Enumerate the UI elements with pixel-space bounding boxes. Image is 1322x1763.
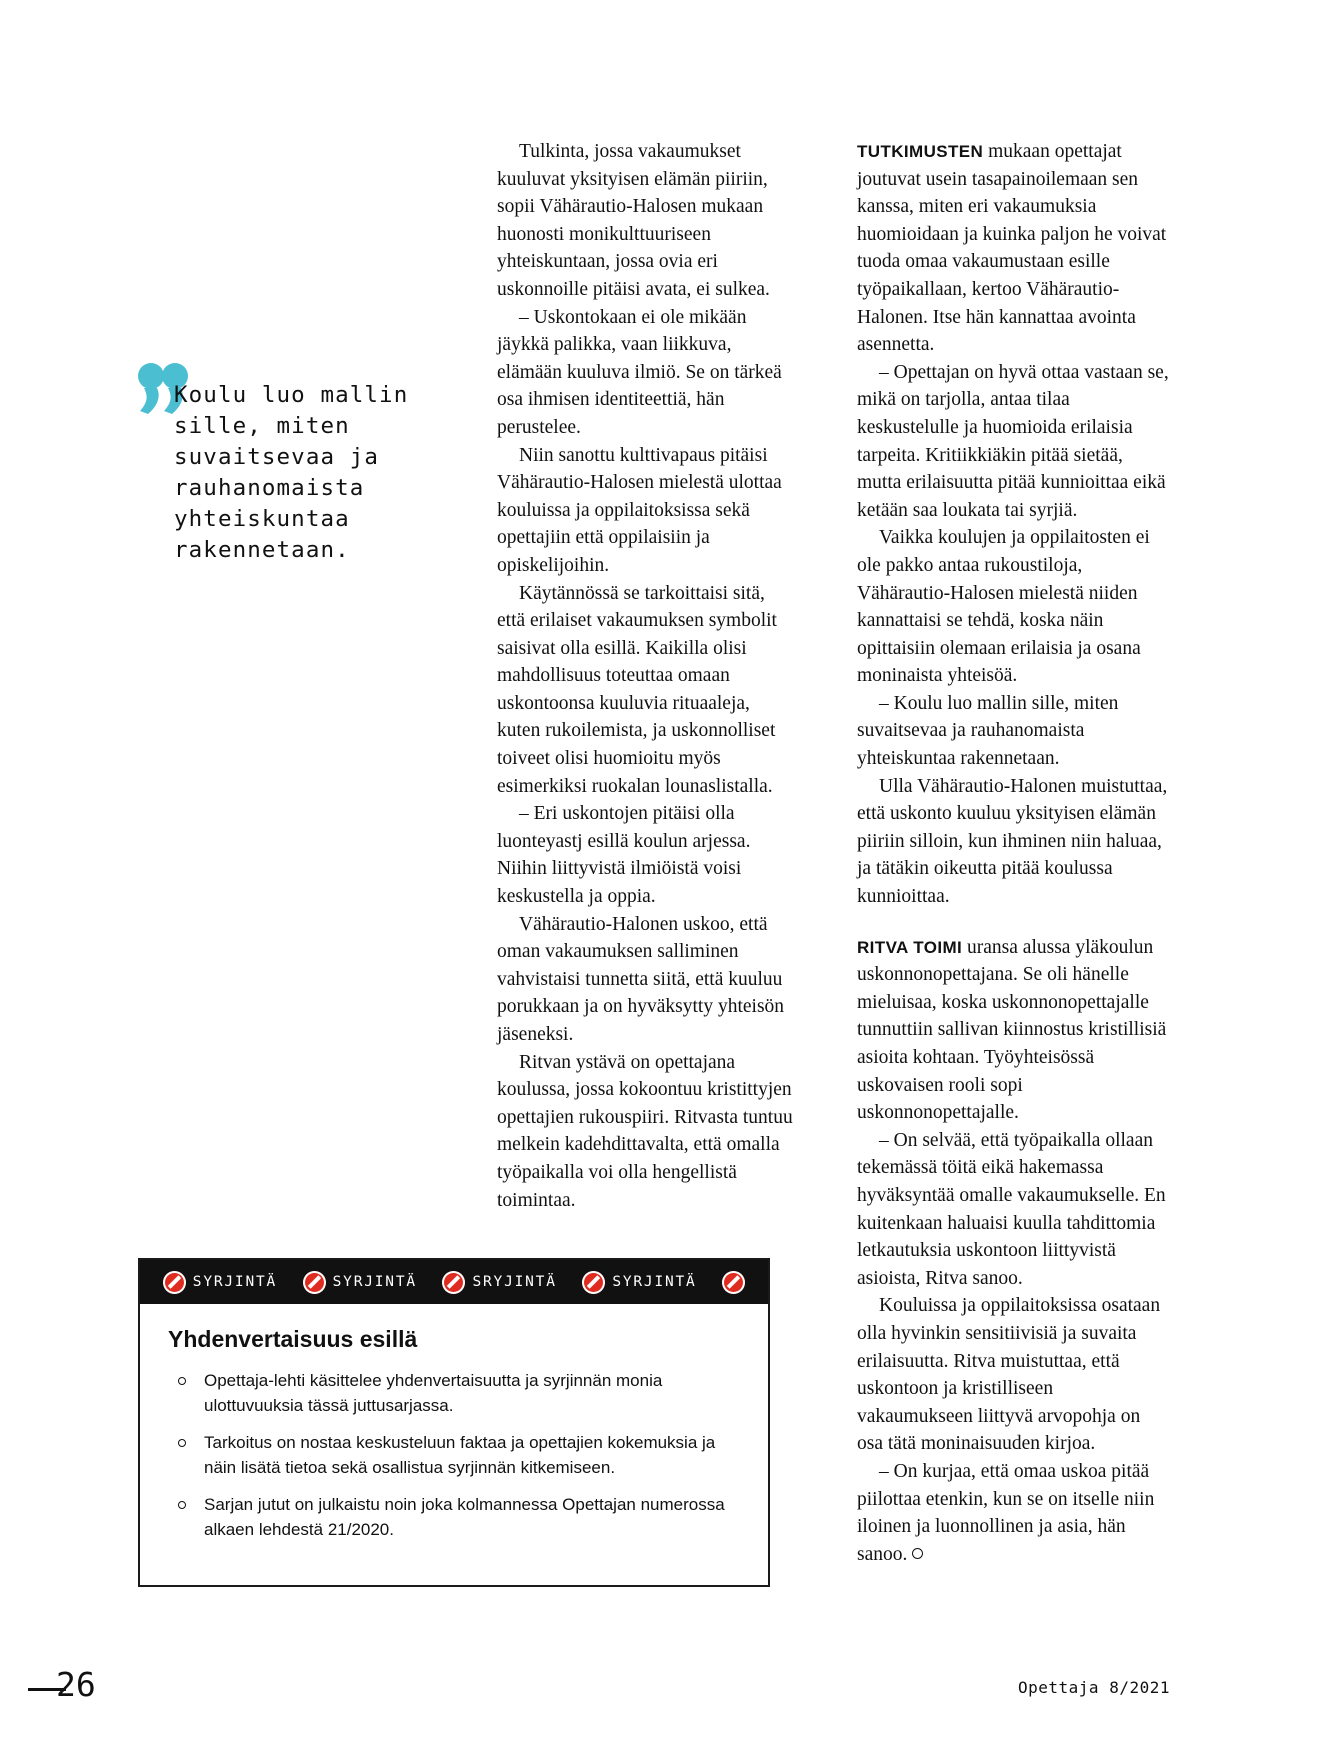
lead-in-caps: TUTKIMUSTEN [857,142,984,161]
pull-quote-text: Koulu luo mallin sille, miten suvaitsevaa ja rauhanomaista yhteiskuntaa rakennetaan. [174,382,409,563]
list-item: Sarjan jutut on julkaistu noin joka kolmannessa Opettajan numerossa alkaen lehdestä 21/2020. [168,1493,740,1542]
info-box-bullet-list [168,1369,740,1542]
header-tag-label: SYRJINTÄ [612,1274,697,1290]
header-tag-label: SYRJINTÄ [332,1274,417,1290]
paragraph-text: mukaan opettajat joutuvat usein tasapainoilemaan sen kanssa, miten eri vakaumuksia huomioidaan ja kuinka paljon he voivat tuoda omaa vakaumustaan esille työpaikallaan, kertoo Vähärautio-Halonen. Itse hän kannattaa avointa asennetta. [857,141,1167,356]
paragraph: Ritvan ystävä on opettajana koulussa, jossa kokoontuu kristittyjen opettajien rukouspiiri. Ritvasta tuntuu melkein kadehdittavalta, että omalla työpaikalla voi olla hengellistä toimintaa. [497,1051,793,1211]
info-box-header [140,1260,768,1304]
paragraph-text: uransa alussa yläkoulun uskonnonopettajana. Se oli hänelle mieluisaa, koska uskonnonopettajalle tunnuttiin sallivan kiinnostus kristillisiä asioita kohtaan. Työyhteisössä uskovaisen rooli sopi uskonnonopettajalle. [857,936,1167,1124]
list-item: Tarkoitus on nostaa keskusteluun faktaa ja opettajien kokemuksia ja näin lisätä tietoa sekä osallistua syrjinnän kitkemiseen. [168,1431,740,1480]
paragraph: Kouluissa ja oppilaitoksissa osataan olla hyvinkin sensitiivisiä ja suvaita erilaisuutta. Ritva muistuttaa, että uskontoon ja kristilliseen vakaumukseen liittyvä arvopohja on osa tätä moninaisuuden kirjoa. [857,1295,1161,1455]
header-tag-label: SYRJINTÄ [192,1274,278,1290]
paragraph: Tulkinta, jossa vakaumukset kuuluvat yksityisen elämän piiriin, sopii Vähärautio-Halosen mukaan huonosti monikulttuuriseen yhteiskuntaan, jossa ovia eri uskonnoille pitäisi avata, ei sulkea. [497,141,770,300]
end-mark-icon [912,1548,923,1559]
no-entry-icon [582,1271,605,1294]
header-tag [163,1271,277,1294]
no-entry-icon [722,1271,745,1294]
no-entry-icon [442,1271,465,1294]
paragraph [857,934,1169,1127]
paragraph: Vaikka koulujen ja oppilaitosten ei ole pakko antaa rukoustiloja, Vähärautio-Halosen mielestä niiden kannattaisi se tehdä, koska näin opittaisiin olemaan erilaisia ja osana moninaista yhteisöä. [857,527,1150,687]
paragraph: Käytännössä se tarkoittaisi sitä, että erilaiset vakaumuksen symbolit saisivat olla esillä. Kaikilla olisi mahdollisuus toteuttaa omaan uskontoonsa kuuluvia rituaaleja, kuten rukoilemista, ja uskonnolliset toiveet olisi huomioitu myös esimerkiksi ruokalan lounaslistalla. [497,582,777,797]
info-box-body [140,1304,768,1585]
lead-in-caps: RITVA TOIMI [857,937,963,957]
paragraph [857,138,1169,359]
body-column-right [857,138,1169,1568]
paragraph: – Uskontokaan ei ole mikään jäykkä palikka, vaan liikkuva, elämään kuuluva ilmiö. Se on tärkeä osa ihmisen identiteettiä, hän perustelee. [497,306,782,438]
paragraph: – Eri uskontojen pitäisi olla luonteyastj esillä koulun arjessa. Niihin liittyvistä ilmiöistä voisi keskustella ja oppia. [497,803,751,908]
header-tag [582,1271,696,1294]
paragraph: Vähärautio-Halonen uskoo, että oman vakaumuksen salliminen vahvistaisi tunnetta siitä, että kuuluu porukkaan ja on hyväksytty yhteisön jäseneksi. [497,913,785,1045]
info-box [138,1258,770,1587]
header-tag-label: SRYJINTÄ [472,1274,557,1290]
paragraph: – Opettajan on hyvä ottaa vastaan se, mikä on tarjolla, antaa tilaa keskustelulle ja huomioida erilaisia tarpeita. Kritiikkiäkin pitää sietää, mutta erilaisuutta pitää kunnioittaa eikä ketään saa loukata tai syrjiä. [857,361,1169,521]
paragraph: – On selvää, että työpaikalla ollaan tekemässä töitä eikä hakemassa hyväksyntää omalle vakaumukselle. En kuitenkaan haluaisi kuulla tahdittomia letkautuksia uskontoon liittyvistä asioista, Ritva sanoo. [857,1129,1166,1289]
page-number: 26 [56,1665,96,1704]
info-box-title: Yhdenvertaisuus esillä [168,1326,418,1352]
no-entry-icon [303,1271,326,1294]
publication-label: Opettaja 8/2021 [1018,1678,1170,1697]
paragraph: Niin sanottu kulttivapaus pitäisi Vähärautio-Halosen mielestä ulottaa kouluissa ja oppilaitoksissa sekä opettajiin että oppilaisiin ja opiskelijoihin. [497,444,782,576]
list-item: Opettaja-lehti käsittelee yhdenvertaisuutta ja syrjinnän monia ulottuvuuksia tässä juttusarjassa. [168,1369,740,1418]
paragraph: Ulla Vähärautio-Halonen muistuttaa, että uskonto kuuluu yksityisen elämän piiriin silloin, kun ihminen niin haluaa, ja tätäkin oikeutta pitää koulussa kunnioittaa. [857,775,1168,908]
header-tag [442,1271,556,1294]
no-entry-icon [163,1271,186,1294]
header-tag-trailing [722,1271,745,1294]
paragraph-text: – On kurjaa, että omaa uskoa pitää piilottaa etenkin, kun se on itselle niin iloinen ja luonnollinen ja asia, hän sanoo. [857,1460,1155,1565]
paragraph [857,1458,1169,1568]
body-column-middle [497,138,797,1214]
header-tag [303,1271,417,1294]
paragraph: – Koulu luo mallin sille, miten suvaitsevaa ja rauhanomaista yhteiskuntaa rakennetaan. [857,692,1119,770]
